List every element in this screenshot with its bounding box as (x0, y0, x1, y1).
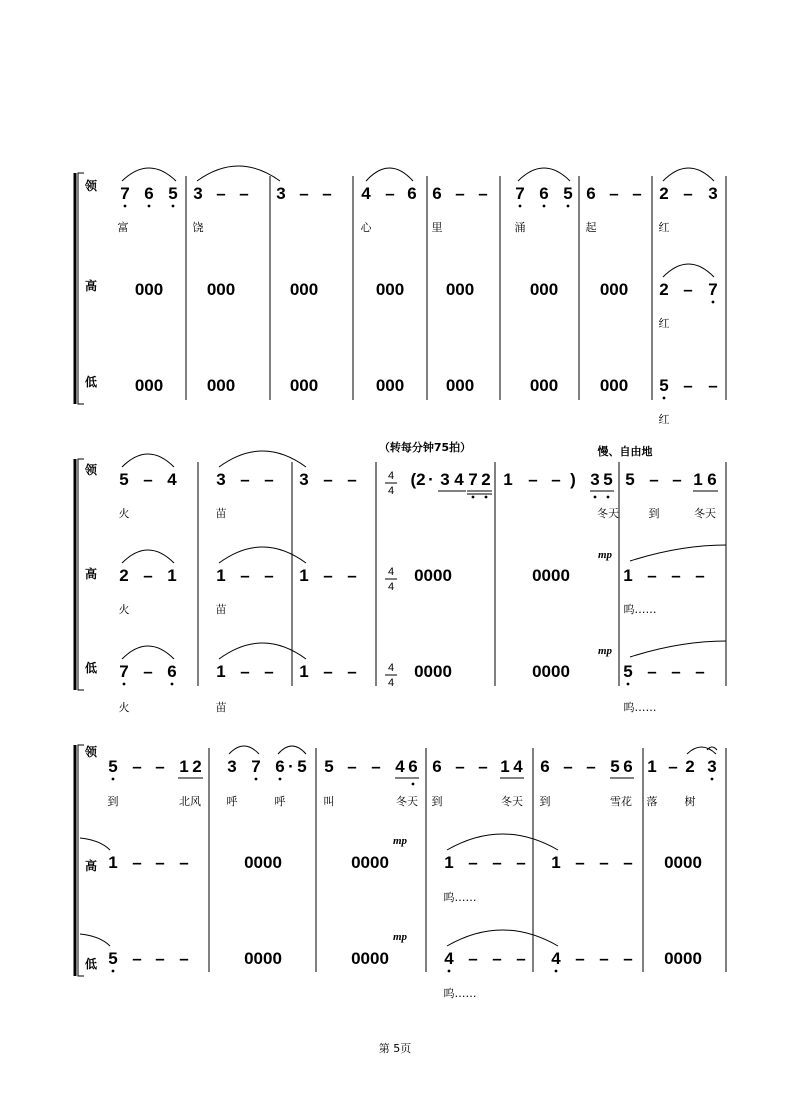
high-note: – (264, 566, 274, 585)
lyric: 富 (117, 221, 129, 234)
rest-group: 000 (529, 280, 559, 299)
lead-note: 3 (276, 184, 286, 203)
voice-label: 领 (84, 179, 98, 193)
fermata (707, 747, 717, 750)
lead-note: 3 (440, 470, 450, 489)
slur (366, 168, 413, 181)
lyric: 到 (648, 507, 660, 520)
high-note: 7 (708, 280, 718, 299)
lyric: 冬天 (501, 795, 523, 808)
voice-label: 领 (84, 463, 98, 477)
lyric: 冬天 (597, 507, 619, 520)
octave-dot (112, 970, 115, 973)
slur (278, 746, 306, 754)
lyric: 到 (107, 795, 119, 808)
high-note: 1 (108, 853, 118, 872)
lead-note: 4 (395, 757, 405, 776)
lead-note: 3 (193, 184, 203, 203)
time-sig-top: 4 (387, 662, 395, 674)
tie-from-previous (80, 934, 110, 946)
page-number: 第 5页 (378, 1042, 412, 1055)
high-note: 1 (551, 853, 561, 872)
lyric: 红 (658, 413, 670, 426)
lead-note: 6 (144, 184, 154, 203)
rest-group: 000 (599, 376, 629, 395)
lead-note: 6 (586, 184, 596, 203)
low-note: – (695, 662, 705, 681)
dynamic-mark: mp (597, 549, 613, 561)
octave-dot (519, 205, 522, 208)
rest-group: 000 (289, 280, 319, 299)
lyric: 呼 (274, 795, 286, 808)
lead-note: 1 (179, 757, 189, 776)
high-note: – (347, 566, 357, 585)
low-note: 6 (167, 662, 177, 681)
expression-annotation: 慢、自由地 (597, 445, 653, 458)
low-note: – (323, 662, 333, 681)
high-note: – (468, 853, 478, 872)
lyric: 起 (585, 221, 597, 234)
slur (197, 166, 280, 181)
rest-group: 000 (206, 280, 236, 299)
lyric: 呜…… (443, 987, 477, 1000)
lead-note: – (478, 757, 488, 776)
octave-dot (472, 496, 475, 499)
lead-note: 6 (623, 757, 633, 776)
low-note: – (647, 662, 657, 681)
low-note: – (623, 949, 633, 968)
low-note: – (516, 949, 526, 968)
lead-note: 5 (324, 757, 334, 776)
rest-group: 000 (445, 280, 475, 299)
lyric: 苗 (215, 603, 227, 616)
slur (447, 834, 558, 850)
low-note: – (179, 949, 189, 968)
lyric: 火 (118, 507, 130, 520)
rest-group: 000 (206, 376, 236, 395)
low-note: 5 (108, 949, 118, 968)
lyric: 苗 (215, 701, 227, 714)
system-bracket (78, 745, 84, 976)
slur (122, 168, 176, 181)
lead-note: 3 (227, 757, 237, 776)
lead-note: 2 (192, 757, 202, 776)
low-note: 4 (444, 949, 454, 968)
high-note: – (143, 566, 153, 585)
lead-note: 7 (468, 470, 478, 489)
lyric: 树 (684, 795, 696, 808)
lead-note: 5 (625, 470, 635, 489)
lead-note: – (347, 470, 357, 489)
lead-note: – (323, 470, 333, 489)
lead-note: 5 (610, 757, 620, 776)
tie-from-previous (80, 838, 110, 850)
lead-note: 5 (119, 470, 129, 489)
lyric: 冬天 (694, 507, 716, 520)
low-note: 5 (623, 662, 633, 681)
octave-dot (148, 205, 151, 208)
high-note: – (516, 853, 526, 872)
low-note: – (492, 949, 502, 968)
voice-label: 低 (84, 375, 98, 389)
lead-note: 6 (407, 184, 417, 203)
low-note: – (708, 376, 718, 395)
lead-note: 1 (693, 470, 703, 489)
octave-dot (555, 970, 558, 973)
octave-dot (711, 778, 714, 781)
time-sig-bottom: 4 (387, 677, 395, 689)
lyric: 呜…… (443, 891, 477, 904)
octave-dot (627, 683, 630, 686)
octave-dot (255, 778, 258, 781)
octave-dot (112, 778, 115, 781)
lead-note: 5 (603, 470, 613, 489)
high-note: – (132, 853, 142, 872)
system-bracket (78, 459, 84, 690)
rest-group: 000 (375, 376, 405, 395)
lead-note: 4 (513, 757, 523, 776)
high-note: 2 (119, 566, 129, 585)
lead-note: 3 (708, 184, 718, 203)
rest-group: 0000 (351, 853, 389, 872)
time-sig-bottom: 4 (387, 581, 395, 593)
slur (122, 550, 174, 563)
low-note: – (240, 662, 250, 681)
voice-label: 高 (84, 859, 98, 873)
lead-note: 3 (707, 757, 717, 776)
lead-note: – (672, 470, 682, 489)
lyric: 落 (646, 795, 658, 808)
low-note: – (143, 662, 153, 681)
lyric: 雪花 (610, 795, 632, 808)
slur (122, 454, 174, 467)
lead-note: · (288, 757, 294, 776)
lead-note: – (264, 470, 274, 489)
lead-note: 5 (168, 184, 178, 203)
lead-note: 3 (216, 470, 226, 489)
lead-note: 6 (540, 757, 550, 776)
lyric: 涌 (514, 221, 526, 234)
high-note: 1 (623, 566, 633, 585)
low-note: – (575, 949, 585, 968)
lyric: 心 (360, 221, 372, 234)
lead-note: – (240, 470, 250, 489)
low-note: – (671, 662, 681, 681)
rest-group: 0000 (664, 853, 702, 872)
lead-note: 2 (659, 184, 669, 203)
lyric: 苗 (215, 507, 227, 520)
octave-dot (594, 496, 597, 499)
slur (219, 451, 306, 467)
high-note: – (492, 853, 502, 872)
lead-note: – (155, 757, 165, 776)
tempo-annotation: （转每分钟75拍） (378, 441, 472, 454)
low-note: – (155, 949, 165, 968)
high-note: – (323, 566, 333, 585)
lead-note: – (586, 757, 596, 776)
lead-note: – (649, 470, 659, 489)
lyric: 火 (118, 701, 130, 714)
lyric: 红 (658, 221, 670, 234)
high-note: 2 (659, 280, 669, 299)
voice-label: 高 (84, 567, 98, 581)
lead-note: 4 (454, 470, 464, 489)
lead-note: – (385, 184, 395, 203)
octave-dot (607, 496, 610, 499)
lyric: 红 (658, 317, 670, 330)
low-note: – (683, 376, 693, 395)
rest-group: 0000 (244, 853, 282, 872)
lyric: 冬天 (396, 795, 418, 808)
lyric: 呼 (226, 795, 238, 808)
lead-note: – (668, 757, 678, 776)
rest-group: 0000 (414, 566, 452, 585)
rest-group: 000 (445, 376, 475, 395)
voice-label: 高 (84, 279, 98, 293)
slur (447, 930, 558, 946)
high-note: – (240, 566, 250, 585)
octave-dot (663, 397, 666, 400)
lead-note: – (371, 757, 381, 776)
voice-label: 低 (84, 661, 98, 675)
lead-note: – (132, 757, 142, 776)
lyric: 到 (539, 795, 551, 808)
lead-note: 4 (361, 184, 371, 203)
lyric: 呜…… (623, 701, 657, 714)
rest-group: 0000 (414, 662, 452, 681)
voice-label: 低 (84, 957, 98, 971)
slur (687, 747, 716, 754)
low-note: 1 (216, 662, 226, 681)
lead-note: 6 (707, 470, 717, 489)
lead-note: 1 (503, 470, 513, 489)
voice-label: 领 (84, 745, 98, 759)
low-note: – (599, 949, 609, 968)
lead-note: 1 (647, 757, 657, 776)
lyric: 火 (118, 603, 130, 616)
octave-dot (412, 783, 415, 786)
slur (219, 547, 306, 563)
high-note: – (179, 853, 189, 872)
rest-group: 0000 (351, 949, 389, 968)
lead-note: – (239, 184, 249, 203)
lead-note: · (428, 470, 434, 489)
high-note: 1 (216, 566, 226, 585)
lyric: 呜…… (623, 603, 657, 616)
high-note: – (647, 566, 657, 585)
lead-note: – (455, 184, 465, 203)
rest-group: 0000 (664, 949, 702, 968)
lead-note: – (609, 184, 619, 203)
low-note: 4 (551, 949, 561, 968)
dynamic-mark: mp (392, 835, 408, 847)
slur (219, 643, 306, 659)
lead-note: – (347, 757, 357, 776)
lyric: 到 (431, 795, 443, 808)
lyric: 叫 (323, 795, 335, 808)
rest-group: 000 (375, 280, 405, 299)
lead-note: – (478, 184, 488, 203)
rest-group: 000 (529, 376, 559, 395)
lyric: 里 (431, 221, 443, 234)
lyric: 北风 (179, 795, 201, 808)
dynamic-mark: mp (597, 645, 613, 657)
tie-to-next (630, 545, 726, 561)
rest-group: 000 (134, 280, 164, 299)
octave-dot (172, 205, 175, 208)
lead-note: 3 (299, 470, 309, 489)
slur (663, 168, 714, 181)
octave-dot (448, 970, 451, 973)
rest-group: 000 (599, 280, 629, 299)
lead-note: 3 (590, 470, 600, 489)
lead-note: – (551, 470, 561, 489)
lead-note: ) (570, 470, 576, 489)
lead-note: 6 (432, 184, 442, 203)
high-note: 1 (444, 853, 454, 872)
lead-note: 5 (563, 184, 573, 203)
high-note: – (683, 280, 693, 299)
low-note: – (468, 949, 478, 968)
time-sig-bottom: 4 (387, 485, 395, 497)
lead-note: 7 (515, 184, 525, 203)
lead-note: – (322, 184, 332, 203)
lead-note: 4 (167, 470, 177, 489)
low-note: 1 (299, 662, 309, 681)
slur (663, 264, 714, 277)
tie-to-next (630, 641, 726, 657)
lead-note: 6 (432, 757, 442, 776)
lead-note: 7 (120, 184, 130, 203)
rest-group: 000 (134, 376, 164, 395)
lead-note: – (455, 757, 465, 776)
octave-dot (123, 683, 126, 686)
lead-note: – (632, 184, 642, 203)
low-note: – (264, 662, 274, 681)
rest-group: 0000 (244, 949, 282, 968)
octave-dot (279, 778, 282, 781)
low-note: – (347, 662, 357, 681)
lead-note: – (683, 184, 693, 203)
octave-dot (712, 301, 715, 304)
time-sig-top: 4 (387, 470, 395, 482)
dynamic-mark: mp (392, 931, 408, 943)
octave-dot (171, 683, 174, 686)
lead-note: 6 (539, 184, 549, 203)
lead-note: – (299, 184, 309, 203)
slur (518, 168, 570, 181)
lead-note: 5 (297, 757, 307, 776)
high-note: 1 (299, 566, 309, 585)
high-note: – (575, 853, 585, 872)
rest-group: 000 (289, 376, 319, 395)
slur (122, 646, 174, 659)
system-bracket (78, 173, 84, 404)
lead-note: (2 (410, 470, 426, 489)
lead-note: – (528, 470, 538, 489)
high-note: – (671, 566, 681, 585)
lead-note: 2 (685, 757, 695, 776)
lead-note: – (143, 470, 153, 489)
lead-note: 6 (275, 757, 285, 776)
octave-dot (543, 205, 546, 208)
octave-dot (124, 205, 127, 208)
high-note: – (599, 853, 609, 872)
low-note: – (132, 949, 142, 968)
octave-dot (567, 205, 570, 208)
lead-note: 1 (500, 757, 510, 776)
low-note: 7 (119, 662, 129, 681)
lead-note: 5 (108, 757, 118, 776)
lead-note: 6 (408, 757, 418, 776)
time-sig-top: 4 (387, 566, 395, 578)
low-note: 5 (659, 376, 669, 395)
high-note: 1 (167, 566, 177, 585)
lead-note: 2 (481, 470, 491, 489)
octave-dot (485, 496, 488, 499)
lead-note: – (563, 757, 573, 776)
slur (229, 746, 259, 754)
lead-note: – (216, 184, 226, 203)
rest-group: 0000 (532, 566, 570, 585)
rest-group: 0000 (532, 662, 570, 681)
high-note: – (155, 853, 165, 872)
high-note: – (623, 853, 633, 872)
lead-note: 7 (251, 757, 261, 776)
lyric: 饶 (192, 221, 204, 234)
high-note: – (695, 566, 705, 585)
